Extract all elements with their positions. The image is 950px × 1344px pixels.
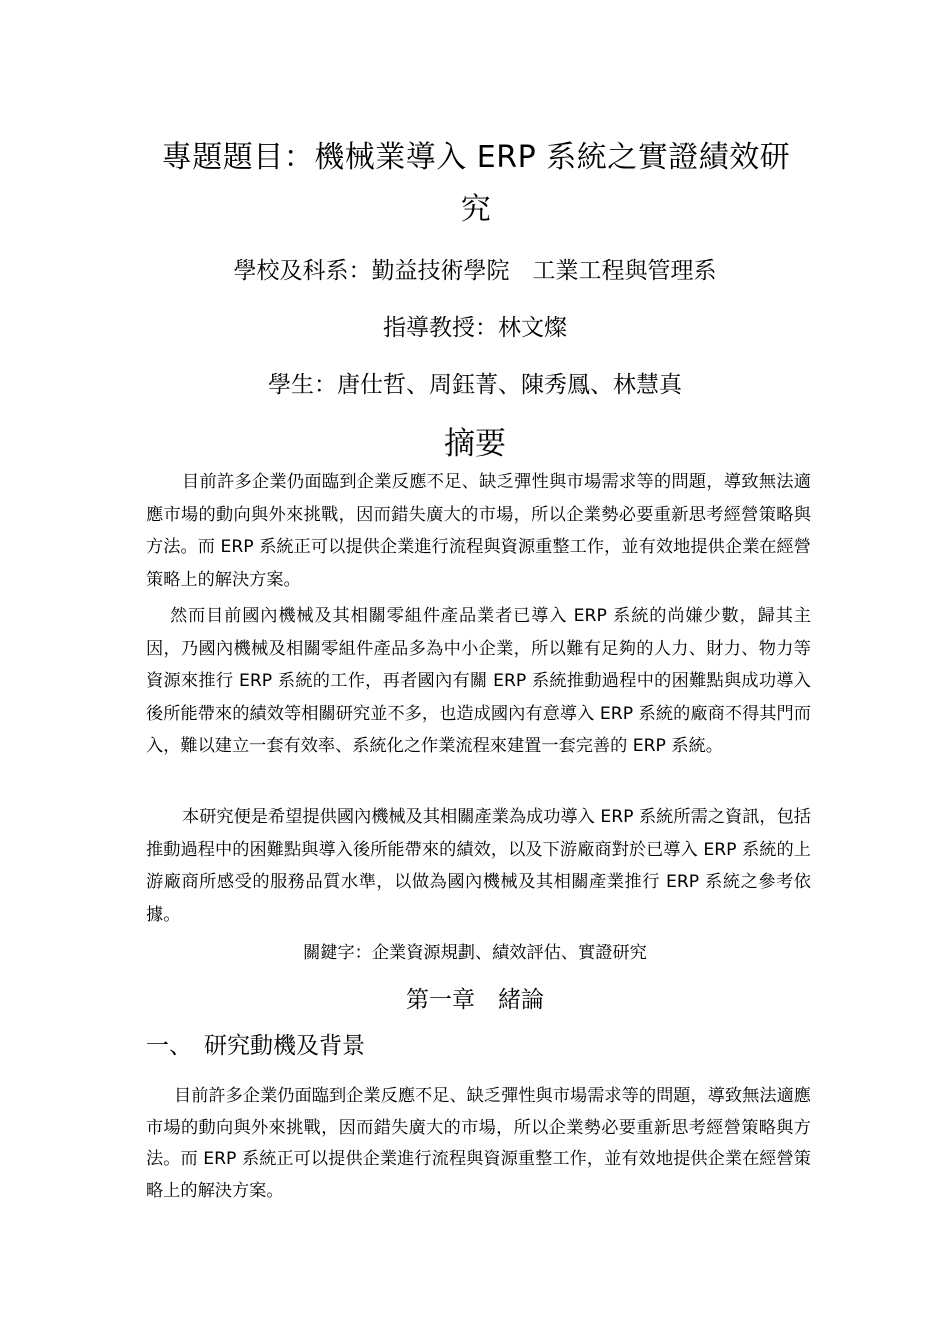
- chapter-heading: 第一章 緒論: [406, 987, 544, 1013]
- abstract-paragraph: 目前許多企業仍面臨到企業反應不足、缺乏彈性與市場需求等的問題，導致無法適應市場的動向與外來挑戰，因而錯失廣大的市場，所以企業勢必要重新思考經營策略與方法。而 ERP 系統正可以提供企業進行流程與資源重整工作，並有效地提供企業在經營策略上的解決方案。: [146, 472, 811, 590]
- students: 學生：唐仕哲、周鈺菁、陳秀鳳、林慧真: [268, 372, 682, 398]
- advisor: 指導教授：林文燦: [383, 315, 567, 341]
- abstract-paragraph: 然而目前國內機械及其相關零組件產品業者已導入 ERP 系統的尚嫌少數，歸其主因，乃國內機械及相關零組件產品多為中小企業，所以難有足夠的人力、財力、物力等資源來推行 ERP 系統的工作，再者國內有關 ERP 系統推動過程中的困難點與成功導入後所能帶來的績效等相關研究並不多，也造成國內有意導入 ERP 系統的廠商不得其門而入，難以建立一套有效率、系統化之作業流程來建置一套完善的 ERP 系統。: [146, 606, 811, 756]
- section-paragraph: 目前許多企業仍面臨到企業反應不足、缺乏彈性與市場需求等的問題，導致無法適應市場的動向與外來挑戰，因而錯失廣大的市場，所以企業勢必要重新思考經營策略與方法。而 ERP 系統正可以提供企業進行流程與資源重整工作，並有效地提供企業在經營策略上的解決方案。: [146, 1086, 811, 1201]
- keywords: 關鍵字：企業資源規劃、績效評估、實證研究: [303, 943, 647, 963]
- title-line-1: 專題題目：機械業導入 ERP 系統之實證績效研: [161, 140, 791, 175]
- section-number: 一、: [146, 1033, 192, 1059]
- section-title: 研究動機及背景: [204, 1033, 365, 1059]
- document-title: [146, 136, 806, 232]
- abstract-heading: 摘要: [444, 426, 506, 462]
- section-heading: [146, 1029, 365, 1063]
- school-department: 學校及科系：勤益技術學院 工業工程與管理系: [233, 258, 717, 284]
- abstract-paragraph: 本研究便是希望提供國內機械及其相關產業為成功導入 ERP 系統所需之資訊，包括推動過程中的困難點與導入後所能帶來的績效，以及下游廠商對於已導入 ERP 系統的上游廠商所感受的服務品質水準，以做為國內機械及其相關產業推行 ERP 系統之參考依據。: [146, 807, 811, 925]
- title-line-2: 究: [460, 192, 492, 227]
